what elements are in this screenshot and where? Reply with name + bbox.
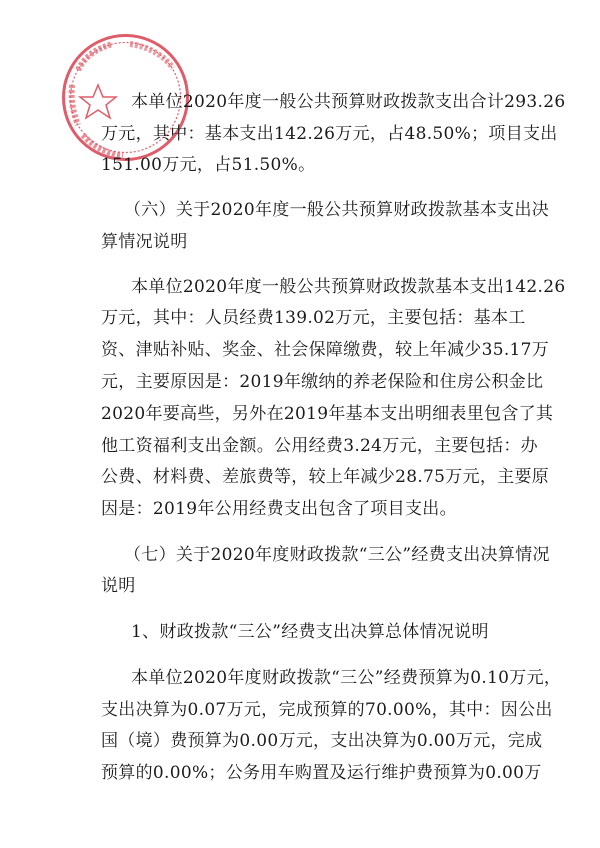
section-heading-line: 算情况说明 [101, 232, 188, 252]
text-line: 因是：2019年公用经费支出包含了项目支出。 [101, 499, 457, 519]
text-line: 万元，其中：基本支出142.26万元，占48.50%；项目支出 [101, 124, 558, 144]
text-line: 151.00万元，占51.50%。 [101, 155, 316, 175]
seal-arc-text-4 [130, 44, 173, 68]
seal-arc-text [78, 44, 113, 70]
section-heading-line: （六）关于2020年度一般公共预算财政拨款基本支出决 [124, 200, 550, 220]
text-line: 本单位2020年度一般公共预算财政拨款支出合计293.26 [131, 92, 566, 112]
text-line: 2020年要高些，另外在2019年基本支出明细表里包含了其 [101, 404, 554, 424]
section-heading-line: （七）关于2020年度财政拨款“三公”经费支出决算情况 [124, 545, 550, 565]
text-line: 预算的0.00%；公务用车购置及运行维护费预算为0.00万 [101, 763, 542, 783]
seal-arc-text-2 [72, 85, 78, 125]
text-line: 公费、材料费、差旅费等，较上年减少28.75万元，主要原 [101, 467, 550, 487]
seal-star [80, 85, 116, 118]
text-line: 他工资福利支出金额。公用经费3.24万元，主要包括：办 [101, 436, 538, 456]
text-line: 资、津贴补贴、奖金、社会保障缴费，较上年减少35.17万 [101, 340, 550, 360]
subsection-heading: 1、财政拨款“三公”经费支出决算总体情况说明 [131, 622, 489, 642]
section-heading-line: 说明 [101, 576, 136, 596]
text-line: 万元，其中：人员经费139.02万元，主要包括：基本工 [101, 308, 526, 328]
text-line: 支出决算为0.07万元，完成预算的70.00%，其中：因公出 [101, 700, 553, 720]
text-line: 元，主要原因是：2019年缴纳的养老保险和住房公积金比 [101, 372, 544, 392]
text-line: 本单位2020年度一般公共预算财政拨款基本支出142.26 [131, 277, 566, 297]
text-line: 本单位2020年度财政拨款“三公”经费预算为0.10万元， [131, 668, 562, 688]
text-line: 国（境）费预算为0.00万元，支出决算为0.00万元，完成 [101, 731, 543, 751]
